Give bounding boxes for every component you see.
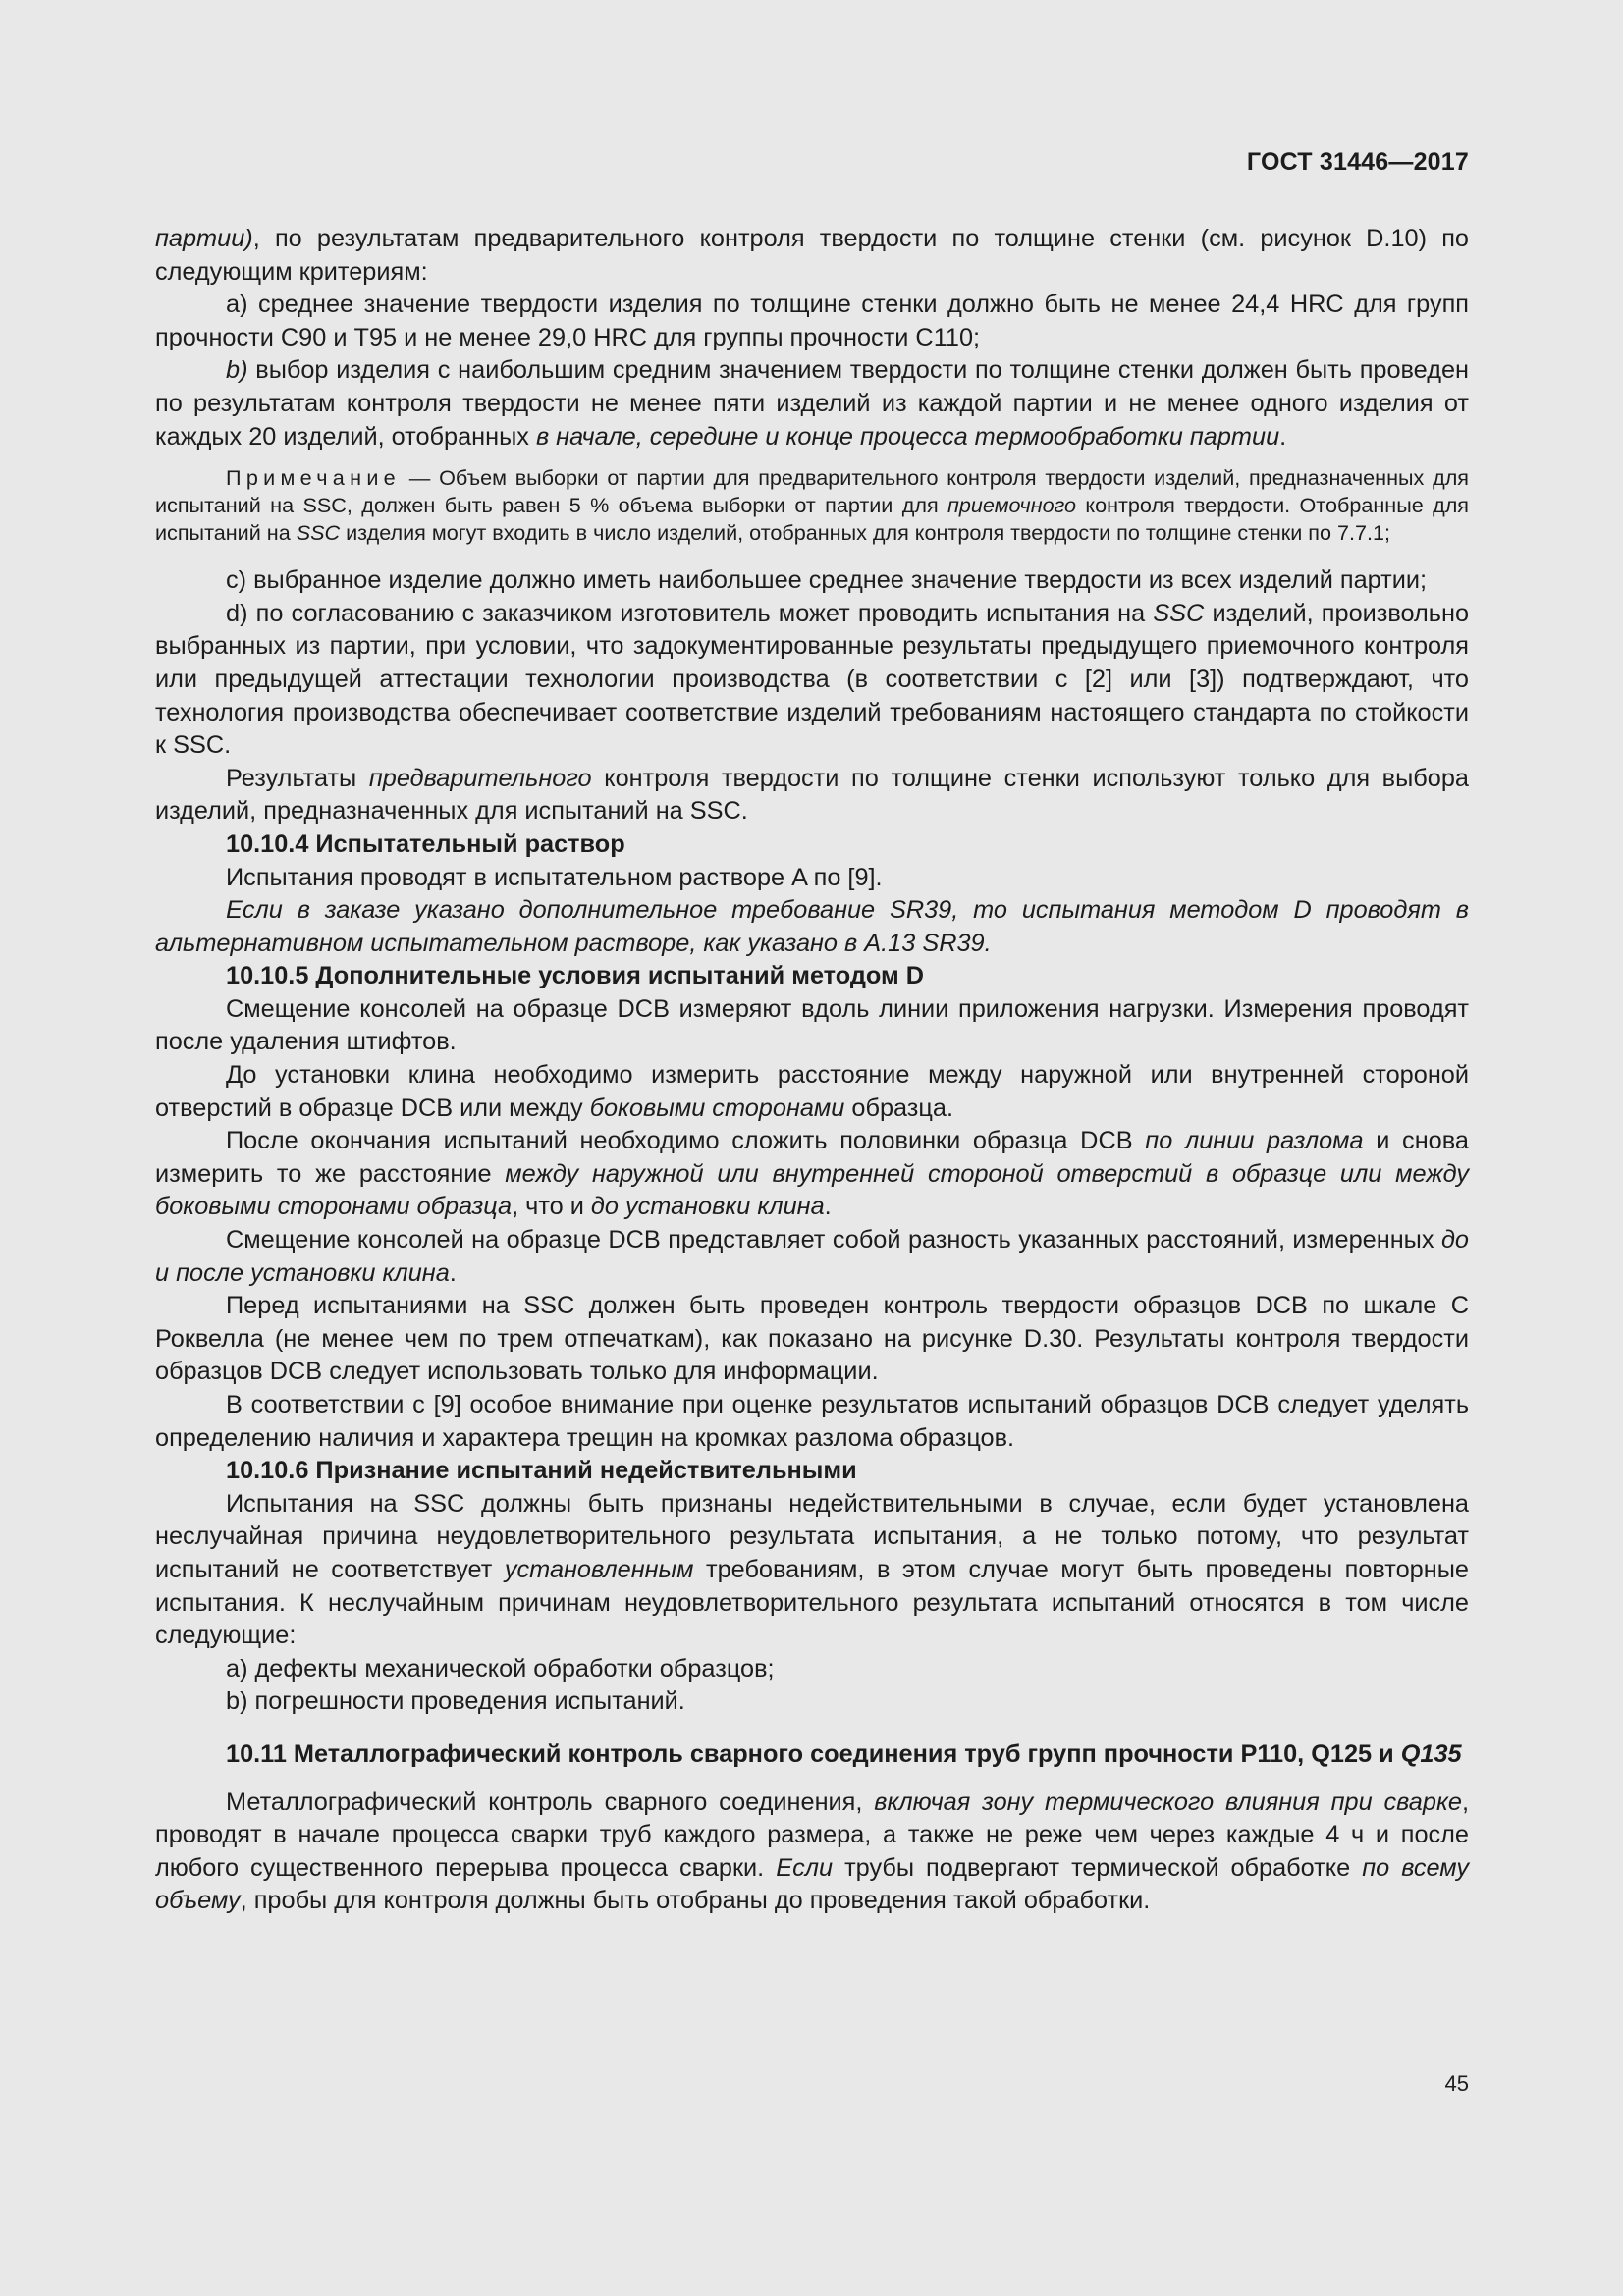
list-item-a: a) дефекты механической обработки образцов; xyxy=(226,1654,775,1682)
paragraph-text: контроля твердости по толщине стенки используют только для выбора изделий, предназначенных для испытаний на SSC. xyxy=(155,764,1469,826)
paragraph-text: После окончания испытаний необходимо сложить половинки образца DCB xyxy=(226,1127,1146,1155)
note-text: изделия могут входить в число изделий, отобранных для контроля твердости по толщине стенки по 7.7.1; xyxy=(340,520,1391,546)
paragraph: Испытания проводят в испытательном растворе A по [9]. xyxy=(226,863,883,891)
paragraph-text: d) по согласованию с заказчиком изготовитель может проводить испытания на xyxy=(226,599,1154,627)
italic-text: Если в заказе указано дополнительное требование SR39, то испытания методом D проводят в альтернативном испытательном растворе, как указано в А.13 SR39. xyxy=(155,896,1469,957)
italic-text: SSC xyxy=(1153,599,1205,627)
paragraph-text: образца. xyxy=(844,1094,953,1122)
italic-text: по всему объему xyxy=(155,1853,1469,1915)
paragraph: В соответствии с [9] особое внимание при оценке результатов испытаний образцов DCB следует уделять определению наличия и характера трещин на кромках разлома образцов. xyxy=(155,1391,1469,1452)
italic-text: установленным xyxy=(504,1555,694,1583)
document-header: ГОСТ 31446—2017 xyxy=(1246,148,1469,176)
italic-text: в начале, середине и конце процесса термообработки партии xyxy=(535,422,1280,451)
section-heading-10-10-5: 10.10.5 Дополнительные условия испытаний методом D xyxy=(226,962,925,990)
note-text: контроля твердости. Отобранные для испытаний на xyxy=(155,493,1470,546)
note-label: Примечание xyxy=(226,465,401,491)
list-item-b: b) погрешности проведения испытаний. xyxy=(226,1687,685,1716)
paragraph-text: До установки клина необходимо измерить расстояние между наружной или внутренней стороной отверстий в образце DCB или между xyxy=(155,1061,1469,1122)
paragraph-text: . xyxy=(824,1193,832,1221)
paragraph-text: и снова измерить то же расстояние xyxy=(155,1127,1469,1188)
paragraph-text: Испытания на SSC должны быть признаны недействительными в случае, если будет установлена неслучайная причина неудовлетворительного результата испытания, а не только потому, что результат испытаний не соответствует xyxy=(155,1489,1469,1583)
paragraph-italic xyxy=(155,894,1469,960)
paragraph-text: требованиям, в этом случае могут быть проведены повторные испытания. К неслучайным причинам неудовлетворительного результата испытаний относятся в том числе следующие: xyxy=(155,1555,1469,1650)
paragraph-text: Результаты xyxy=(226,764,369,792)
paragraph-text: . xyxy=(1279,422,1287,451)
italic-text: партии) xyxy=(155,225,253,252)
section-heading-10-10-4: 10.10.4 Испытательный раствор xyxy=(226,829,625,858)
paragraph xyxy=(155,1059,1469,1125)
italic-text: включая зону термического влияния при сварке xyxy=(874,1788,1462,1816)
paragraph-text: Металлографический контроль сварного соединения, xyxy=(226,1788,875,1816)
italic-text: до установки клина xyxy=(590,1193,825,1221)
paragraph-text: , проводят в начале процесса сварки труб каждого размера, а также не реже чем через каждые 4 ч и после любого существенного перерыва процесса сварки. xyxy=(155,1788,1469,1882)
paragraph-text: изделий, произвольно выбранных из партии, при условии, что задокументированные результаты предыдущего приемочного контроля или предыдущей аттестации технологии производства (в соответствии с [2] или [3]) подтверждают, что технология производства обеспечивает соответствие изделий требованиям настоящего стандарта по стойкости к SSC. xyxy=(155,599,1470,760)
italic-text: до и после установки клина xyxy=(155,1226,1469,1287)
italic-text: боковыми сторонами xyxy=(589,1094,845,1122)
list-item-b xyxy=(155,354,1469,454)
paragraph: Смещение консолей на образце DCB измеряют вдоль линии приложения нагрузки. Измерения проводят после удаления штифтов. xyxy=(155,994,1469,1056)
italic-text: SSC xyxy=(296,520,341,546)
note-text: — Объем выборки от партии для предварительного контроля твердости изделий, предназначенных для испытаний на SSC, должен быть равен 5 % объема выборки от партии для xyxy=(155,465,1469,518)
paragraph-text: , что и xyxy=(512,1193,591,1221)
section-heading-10-10-6: 10.10.6 Признание испытаний недействительными xyxy=(226,1457,857,1485)
paragraph xyxy=(155,763,1469,828)
note xyxy=(155,464,1469,547)
paragraph xyxy=(155,1125,1469,1224)
italic-text: между наружной или внутренней стороной отверстий в образце или между боковыми сторонами образца xyxy=(155,1159,1469,1221)
paragraph xyxy=(155,1224,1469,1290)
list-item-d xyxy=(155,598,1469,763)
paragraph-text: трубы подвергают термической обработке xyxy=(833,1853,1363,1882)
paragraph-continuation xyxy=(155,223,1469,289)
italic-text: предварительного xyxy=(368,764,592,792)
italic-text: b) xyxy=(226,356,248,385)
paragraph-text: , по результатам предварительного контроля твердости по толщине стенки (см. рисунок D.10) по следующим критериям: xyxy=(155,225,1469,286)
italic-text: Q135 xyxy=(1400,1739,1462,1768)
paragraph-text: , пробы для контроля должны быть отобраны до проведения такой обработки. xyxy=(240,1887,1151,1915)
paragraph-text: . xyxy=(449,1258,457,1287)
italic-text: по линии разлома xyxy=(1145,1127,1364,1155)
document-body xyxy=(155,223,1469,1918)
paragraph xyxy=(155,1488,1469,1653)
paragraph-text: выбор изделия с наибольшим средним значением твердости по толщине стенки должен быть проведен по результатам контроля твердости не менее пяти изделий из каждой партии и не менее одного изделия от каждых 20 изделий, отобранных xyxy=(155,356,1469,451)
section-heading-10-11 xyxy=(155,1738,1469,1772)
heading-text: 10.11 Металлографический контроль сварного соединения труб групп прочности P110, Q125 и xyxy=(226,1739,1401,1768)
list-item-c: c) выбранное изделие должно иметь наибольшее среднее значение твердости из всех изделий партии; xyxy=(226,566,1428,595)
list-item-a: a) среднее значение твердости изделия по толщине стенки должно быть не менее 24,4 HRC для групп прочности C90 и T95 и не менее 29,0 HRC для группы прочности С110; xyxy=(155,291,1469,351)
paragraph xyxy=(155,1787,1469,1918)
paragraph: Перед испытаниями на SSC должен быть проведен контроль твердости образцов DCB по шкале C Роквелла (не менее чем по трем отпечаткам), как показано на рисунке D.30. Результаты контроля твердости образцов DCB следует использовать только для информации. xyxy=(155,1292,1469,1386)
italic-text: приемочного xyxy=(947,493,1077,518)
italic-text: Если xyxy=(776,1853,834,1882)
paragraph-text: Смещение консолей на образце DCB представляет собой разность указанных расстояний, измеренных xyxy=(226,1226,1441,1255)
page-number: 45 xyxy=(1444,2071,1469,2096)
